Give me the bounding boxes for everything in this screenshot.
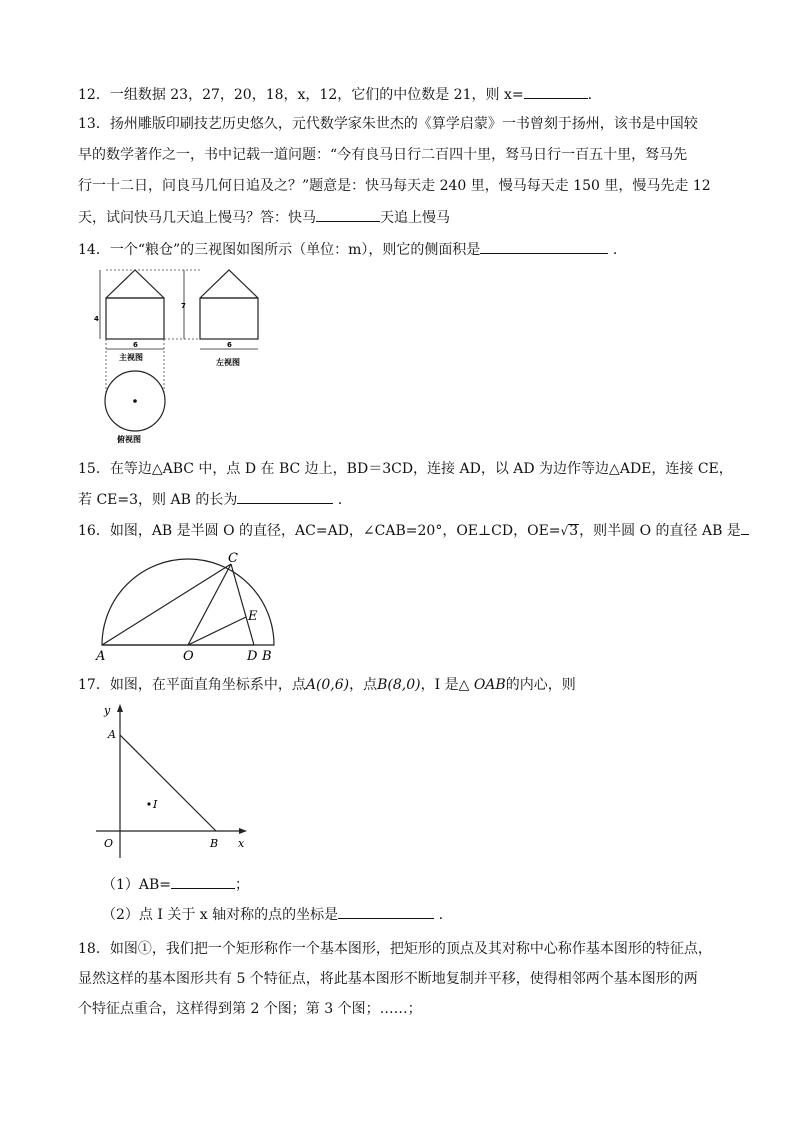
q14-top-caption: 俯视图 <box>117 435 141 444</box>
q16-label-O: O <box>183 649 194 662</box>
q15-text-a: 若 CE=3，则 AB 的长为 <box>78 492 238 508</box>
question-13-line3: 行一十二日，问良马几何日追及之？”题意是：快马每天走 240 里，慢马每天走 150 里，慢马先走 12 <box>78 178 711 194</box>
q16-label-A: A <box>96 649 106 662</box>
q14-width-front-label: 6 <box>133 341 138 349</box>
q17-label-O: O <box>104 837 114 850</box>
q12-answer-blank[interactable] <box>524 84 588 99</box>
q15-end: . <box>337 492 343 508</box>
q13-text-a: 天，试问快马几天追上慢马？答：快马 <box>78 210 316 226</box>
granary-three-views-figure <box>90 264 290 446</box>
q17-triangle: △ OAB <box>458 677 506 693</box>
question-18-line2: 显然这样的基本图形共有 5 个特征点，将此基本图形不断地复制并平移，使得相邻两个基本图形的两 <box>78 971 698 987</box>
q18-text-a: 18．如图 <box>78 941 138 957</box>
q17-sub2-answer-blank[interactable] <box>338 904 434 919</box>
q17-text-d: 的内心，则 <box>505 677 576 693</box>
q16-label-D: D <box>247 649 258 662</box>
q14-end: . <box>612 242 618 258</box>
q17-label-A: A <box>108 728 116 741</box>
q16-label-E: E <box>248 609 258 624</box>
q14-answer-blank[interactable] <box>480 239 608 254</box>
q14-left-caption: 左视图 <box>216 358 240 367</box>
q16-text-a: 16．如图，AB 是半圆 O 的直径，AC=AD，∠CAB=20°，OE⊥CD，OE= <box>78 523 561 539</box>
q18-circled-one: ① <box>137 941 152 957</box>
q14-height-label: 7 <box>181 302 186 310</box>
q13-text-b: 天追上慢马 <box>380 210 450 226</box>
q17-text-c: ，I 是 <box>420 677 459 693</box>
question-15-line1: 15．在等边△ABC 中，点 D 在 BC 边上，BD＝3CD，连接 AD，以 AD 为边作等边△ADE，连接 CE， <box>78 461 733 477</box>
question-18-line3: 个特征点重合，这样得到第 2 个图；第 3 个图；……； <box>78 1001 422 1017</box>
q14-width-left-label: 6 <box>227 341 232 349</box>
q17-text-b: ，点 <box>349 677 378 693</box>
q16-label-B: B <box>262 649 272 662</box>
q16-answer-blank[interactable] <box>741 520 749 535</box>
q17-sub1-answer-blank[interactable] <box>171 874 235 889</box>
question-14 <box>78 239 617 259</box>
q15-answer-blank[interactable] <box>237 489 333 504</box>
q12-end: . <box>587 87 593 103</box>
q17-sub2-end: . <box>438 907 444 923</box>
question-18-line1 <box>78 940 712 958</box>
coordinate-plane-figure <box>94 700 254 860</box>
question-15-line2 <box>78 489 342 509</box>
top-view-center-dot <box>133 399 137 403</box>
q17-text-a: 17．如图，在平面直角坐标系中，点 <box>78 677 306 693</box>
front-view <box>106 270 164 339</box>
q17-axis-y: y <box>104 704 111 717</box>
q17-sub2-text: （2）点 I 关于 x 轴对称的点的坐标是 <box>102 907 339 923</box>
q14-front-caption: 主视图 <box>119 353 143 362</box>
q17-sub1-end: ； <box>235 877 250 893</box>
question-13-line2: 早的数学著作之一，书中记载一道问题：“今有良马日行二百四十里，驽马日行一百五十里，驽马先 <box>78 147 688 163</box>
question-16: 16．如图，AB 是半圆 O 的直径，AC=AD，∠CAB=20°，OE⊥CD，OE=√3，则半圆 O 的直径 AB 是 <box>78 520 749 540</box>
q13-answer-blank[interactable] <box>316 207 380 222</box>
q17-sub1-text: （1）AB= <box>102 877 172 893</box>
q16-sqrt-value: 3 <box>569 523 579 539</box>
q14-text: 14．一个“粮仓”的三视图如图所示（单位：m），则它的侧面积是 <box>78 242 481 258</box>
incenter-dot <box>147 802 150 805</box>
q17-point-A: A(0,6) <box>305 677 350 693</box>
question-17 <box>78 676 576 694</box>
question-13-line4 <box>78 207 450 227</box>
q14-side-label: 4 <box>94 315 99 323</box>
semicircle-figure <box>90 550 290 662</box>
question-17-sub2 <box>102 904 443 924</box>
question-12 <box>78 84 592 104</box>
left-view <box>200 270 258 339</box>
q17-point-B: B(8,0) <box>377 677 421 693</box>
q17-label-I: I <box>153 798 158 811</box>
q12-text: 12．一组数据 23，27，20，18，x，12，它们的中位数是 21，则 x= <box>78 87 524 103</box>
q16-label-C: C <box>228 551 238 566</box>
question-13-line1: 13．扬州雕版印刷技艺历史悠久，元代数学家朱世杰的《算学启蒙》一书曾刻于扬州，该书是中国较 <box>78 116 698 132</box>
q18-text-b: ，我们把一个矩形称作一个基本图形，把矩形的顶点及其对称中心称作基本图形的特征点， <box>151 941 712 957</box>
question-17-sub1 <box>102 874 249 894</box>
q17-label-B: B <box>210 837 219 850</box>
q17-axis-x: x <box>238 837 245 850</box>
q16-text-b: ，则半圆 O 的直径 AB 是 <box>579 523 741 539</box>
